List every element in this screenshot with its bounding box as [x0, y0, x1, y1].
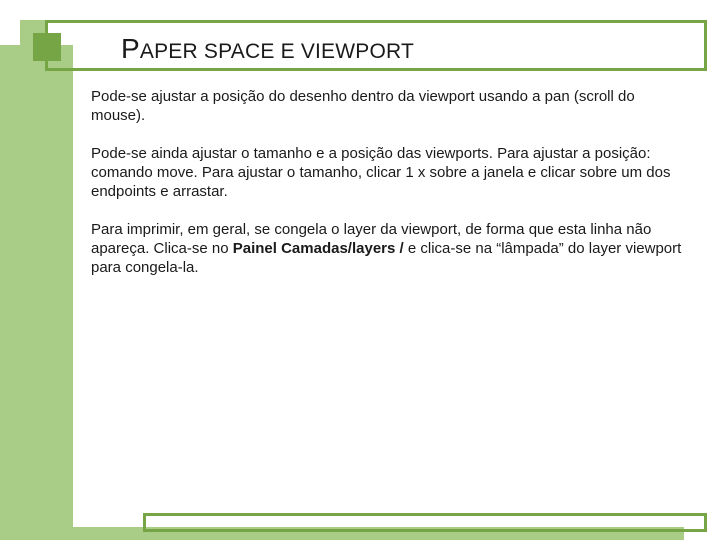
slide-title — [121, 33, 414, 65]
slide-body — [91, 87, 686, 296]
layers-panel-emphasis: Painel Camadas/layers / — [232, 240, 404, 257]
title-rest: APER SPACE E VIEWPORT — [139, 40, 415, 63]
paragraph-resize-move: Pode-se ainda ajustar o tamanho e a posição das viewports. Para ajustar a posição: comando move. Para ajustar o tamanho, clicar 1 x sobre a janela e clicar sobre um dos endpoints e arrastar. — [91, 145, 671, 200]
paragraph3-text-a: Para imprimir, em geral, se congela o layer da viewport, de forma que esta linha não apareça. Clica-se no — [91, 221, 652, 257]
left-accent-bar — [0, 45, 73, 540]
title-frame — [45, 20, 707, 71]
title-first-letter: P — [121, 33, 140, 64]
paragraph-pan: Pode-se ajustar a posição do desenho dentro da viewport usando a pan (scroll do mouse). — [91, 88, 635, 124]
bottom-frame — [143, 513, 707, 532]
paragraph3-text-b: e clica-se na “lâmpada” do layer viewport para congela-la. — [91, 240, 682, 276]
paragraph-print-freeze — [91, 220, 686, 277]
